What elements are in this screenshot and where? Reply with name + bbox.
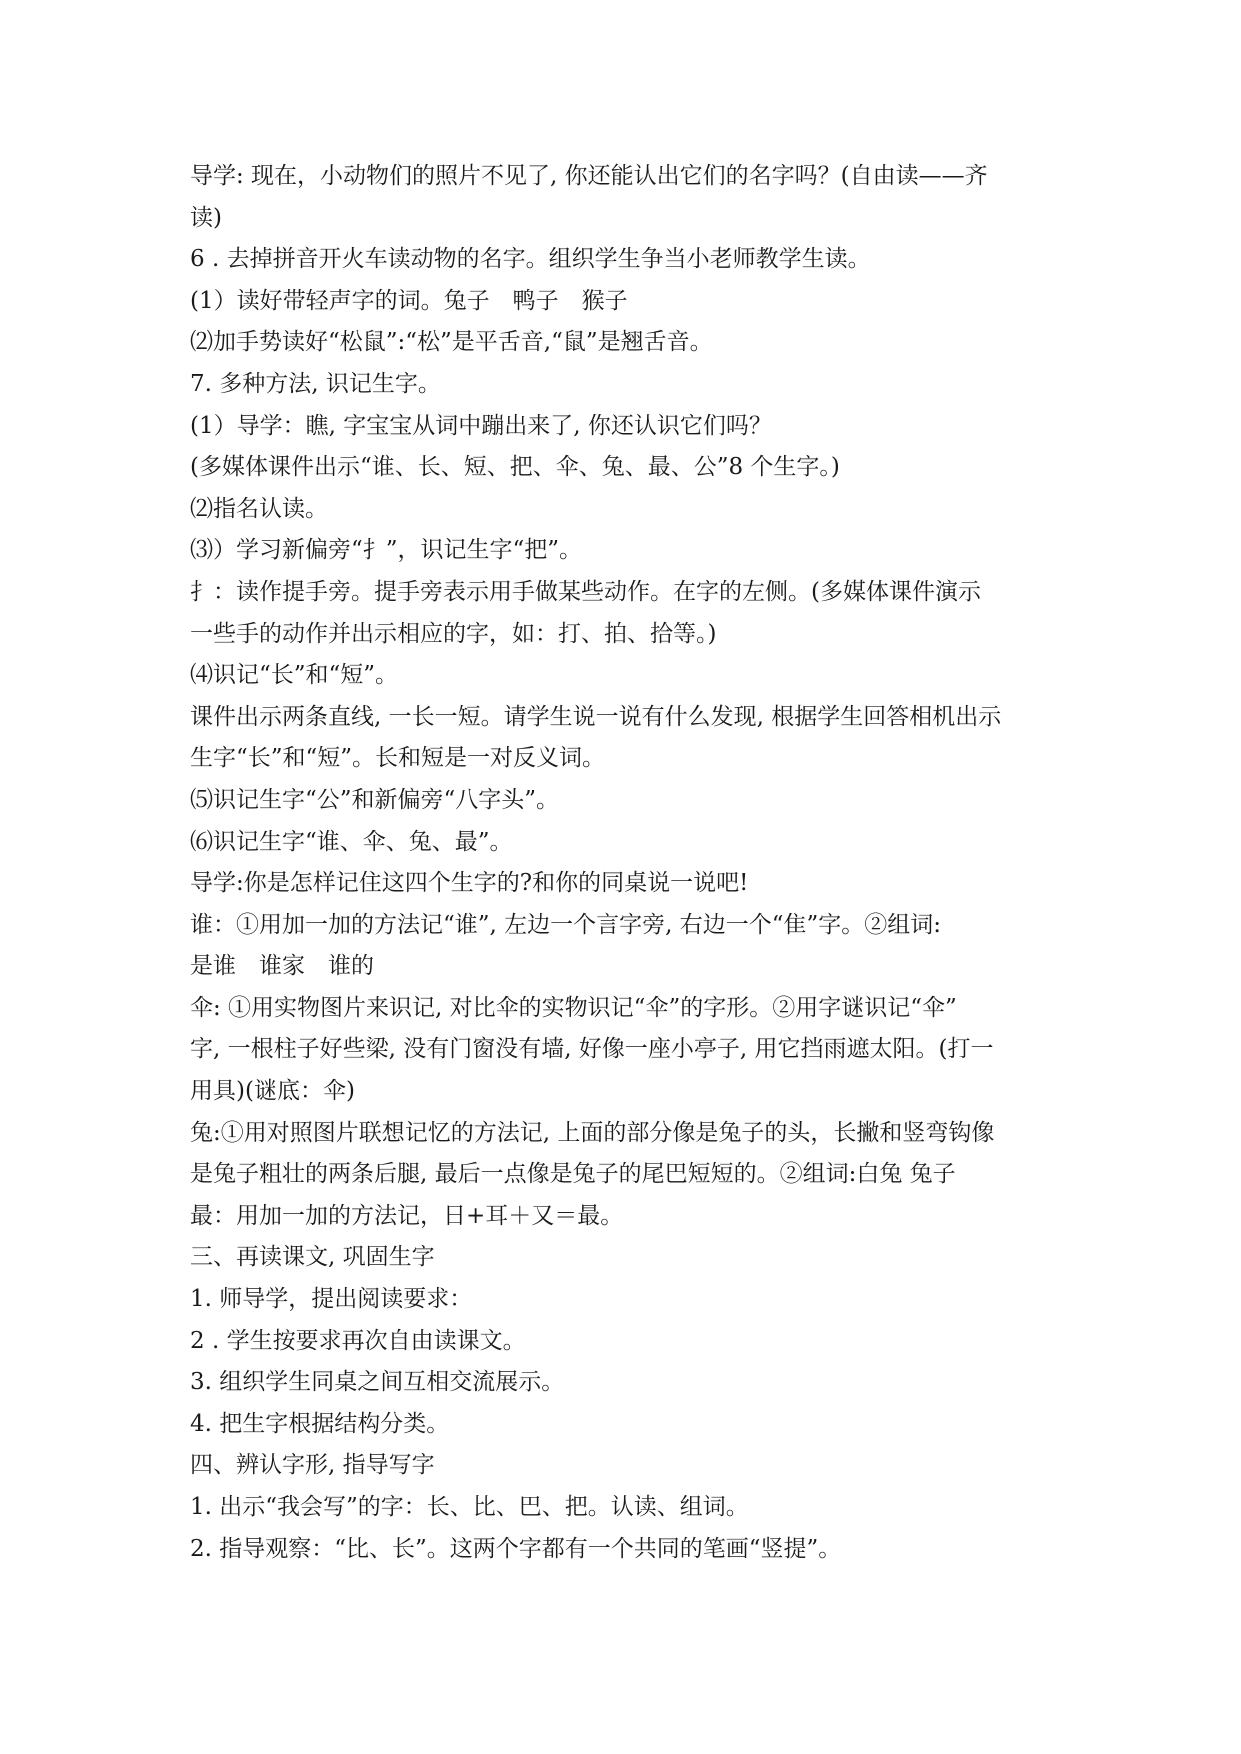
text-line: (1）读好带轻声字的词。兔子 鸭子 猴子 <box>190 287 628 314</box>
text-line: 是谁 谁家 谁的 <box>190 953 374 980</box>
text-line: ⑷识记“长”和“短”。 <box>190 662 399 689</box>
section-heading: 四、辨认字形, 指导写字 <box>190 1452 435 1479</box>
text-line: 3. 组织学生同桌之间互相交流展示。 <box>190 1369 565 1396</box>
text-line: 7. 多种方法, 识记生字。 <box>190 370 441 397</box>
text-line: 4. 把生字根据结构分类。 <box>190 1410 450 1437</box>
text-line: 导学:你是怎样记住这四个生字的?和你的同桌说一说吧! <box>190 870 749 897</box>
text-line: ⑸识记生字“公”和新偏旁“八字头”。 <box>190 786 560 813</box>
text-line: 1. 出示“我会写”的字：长、比、巴、把。认读、组词。 <box>190 1494 749 1520</box>
text-line: 字, 一根柱子好些梁, 没有门窗没有墙, 好像一座小亭子, 用它挡雨遮太阳。(打一 <box>190 1036 994 1063</box>
text-line: 伞: ①用实物图片来识记, 对比伞的实物识记“伞”的字形。②用字谜识记“伞” <box>190 994 957 1021</box>
text-line: 导学: 现在，小动物们的照片不见了, 你还能认出它们的名字吗？(自由读——齐 <box>190 163 988 189</box>
text-line: 兔:①用对照图片联想记忆的方法记, 上面的部分像是兔子的头，长撇和竖弯钩像 <box>190 1119 995 1146</box>
text-line: 用具)(谜底：伞) <box>190 1078 355 1105</box>
text-line: 谁：①用加一加的方法记“谁”, 左边一个言字旁, 右边一个“隹”字。②组词: <box>190 911 942 938</box>
section-heading: 三、再读课文, 巩固生字 <box>190 1244 435 1271</box>
text-line: 2 . 学生按要求再次自由读课文。 <box>190 1327 526 1354</box>
text-line: 最：用加一加的方法记，日+耳＋又＝最。 <box>190 1202 624 1229</box>
text-line: (1）导学：瞧, 字宝宝从词中蹦出来了, 你还认识它们吗？ <box>190 412 772 439</box>
document-body <box>190 156 1060 1570</box>
text-line: 扌：读作提手旁。提手旁表示用手做某些动作。在字的左侧。(多媒体课件演示 <box>190 578 981 605</box>
text-line: ⑶）学习新偏旁“扌”，识记生字“把”。 <box>190 537 583 564</box>
text-line: 是兔子粗壮的两条后腿, 最后一点像是兔子的尾巴短短的。②组词:白兔 兔子 <box>190 1161 956 1188</box>
text-line: 一些手的动作并出示相应的字，如：打、拍、拾等。) <box>190 620 717 647</box>
text-line: 读) <box>190 204 222 231</box>
text-line: ⑵指名认读。 <box>190 495 328 522</box>
text-line: 1. 师导学，提出阅读要求： <box>190 1286 473 1313</box>
text-line: 6 . 去掉拼音开火车读动物的名字。组织学生争当小老师教学生读。 <box>190 246 871 273</box>
text-line: ⑹识记生字“谁、伞、兔、最”。 <box>190 828 513 855</box>
text-line: 课件出示两条直线, 一长一短。请学生说一说有什么发现, 根据学生回答相机出示 <box>190 703 1002 730</box>
text-line: 2. 指导观察：“比、长”。这两个字都有一个共同的笔画“竖提”。 <box>190 1535 842 1562</box>
text-line: (多媒体课件出示“谁、长、短、把、伞、兔、最、公”8 个生字。) <box>190 454 840 481</box>
text-line: ⑵加手势读好“松鼠”:“松”是平舌音,“鼠”是翘舌音。 <box>190 329 713 356</box>
text-line: 生字“长”和“短”。长和短是一对反义词。 <box>190 745 606 772</box>
